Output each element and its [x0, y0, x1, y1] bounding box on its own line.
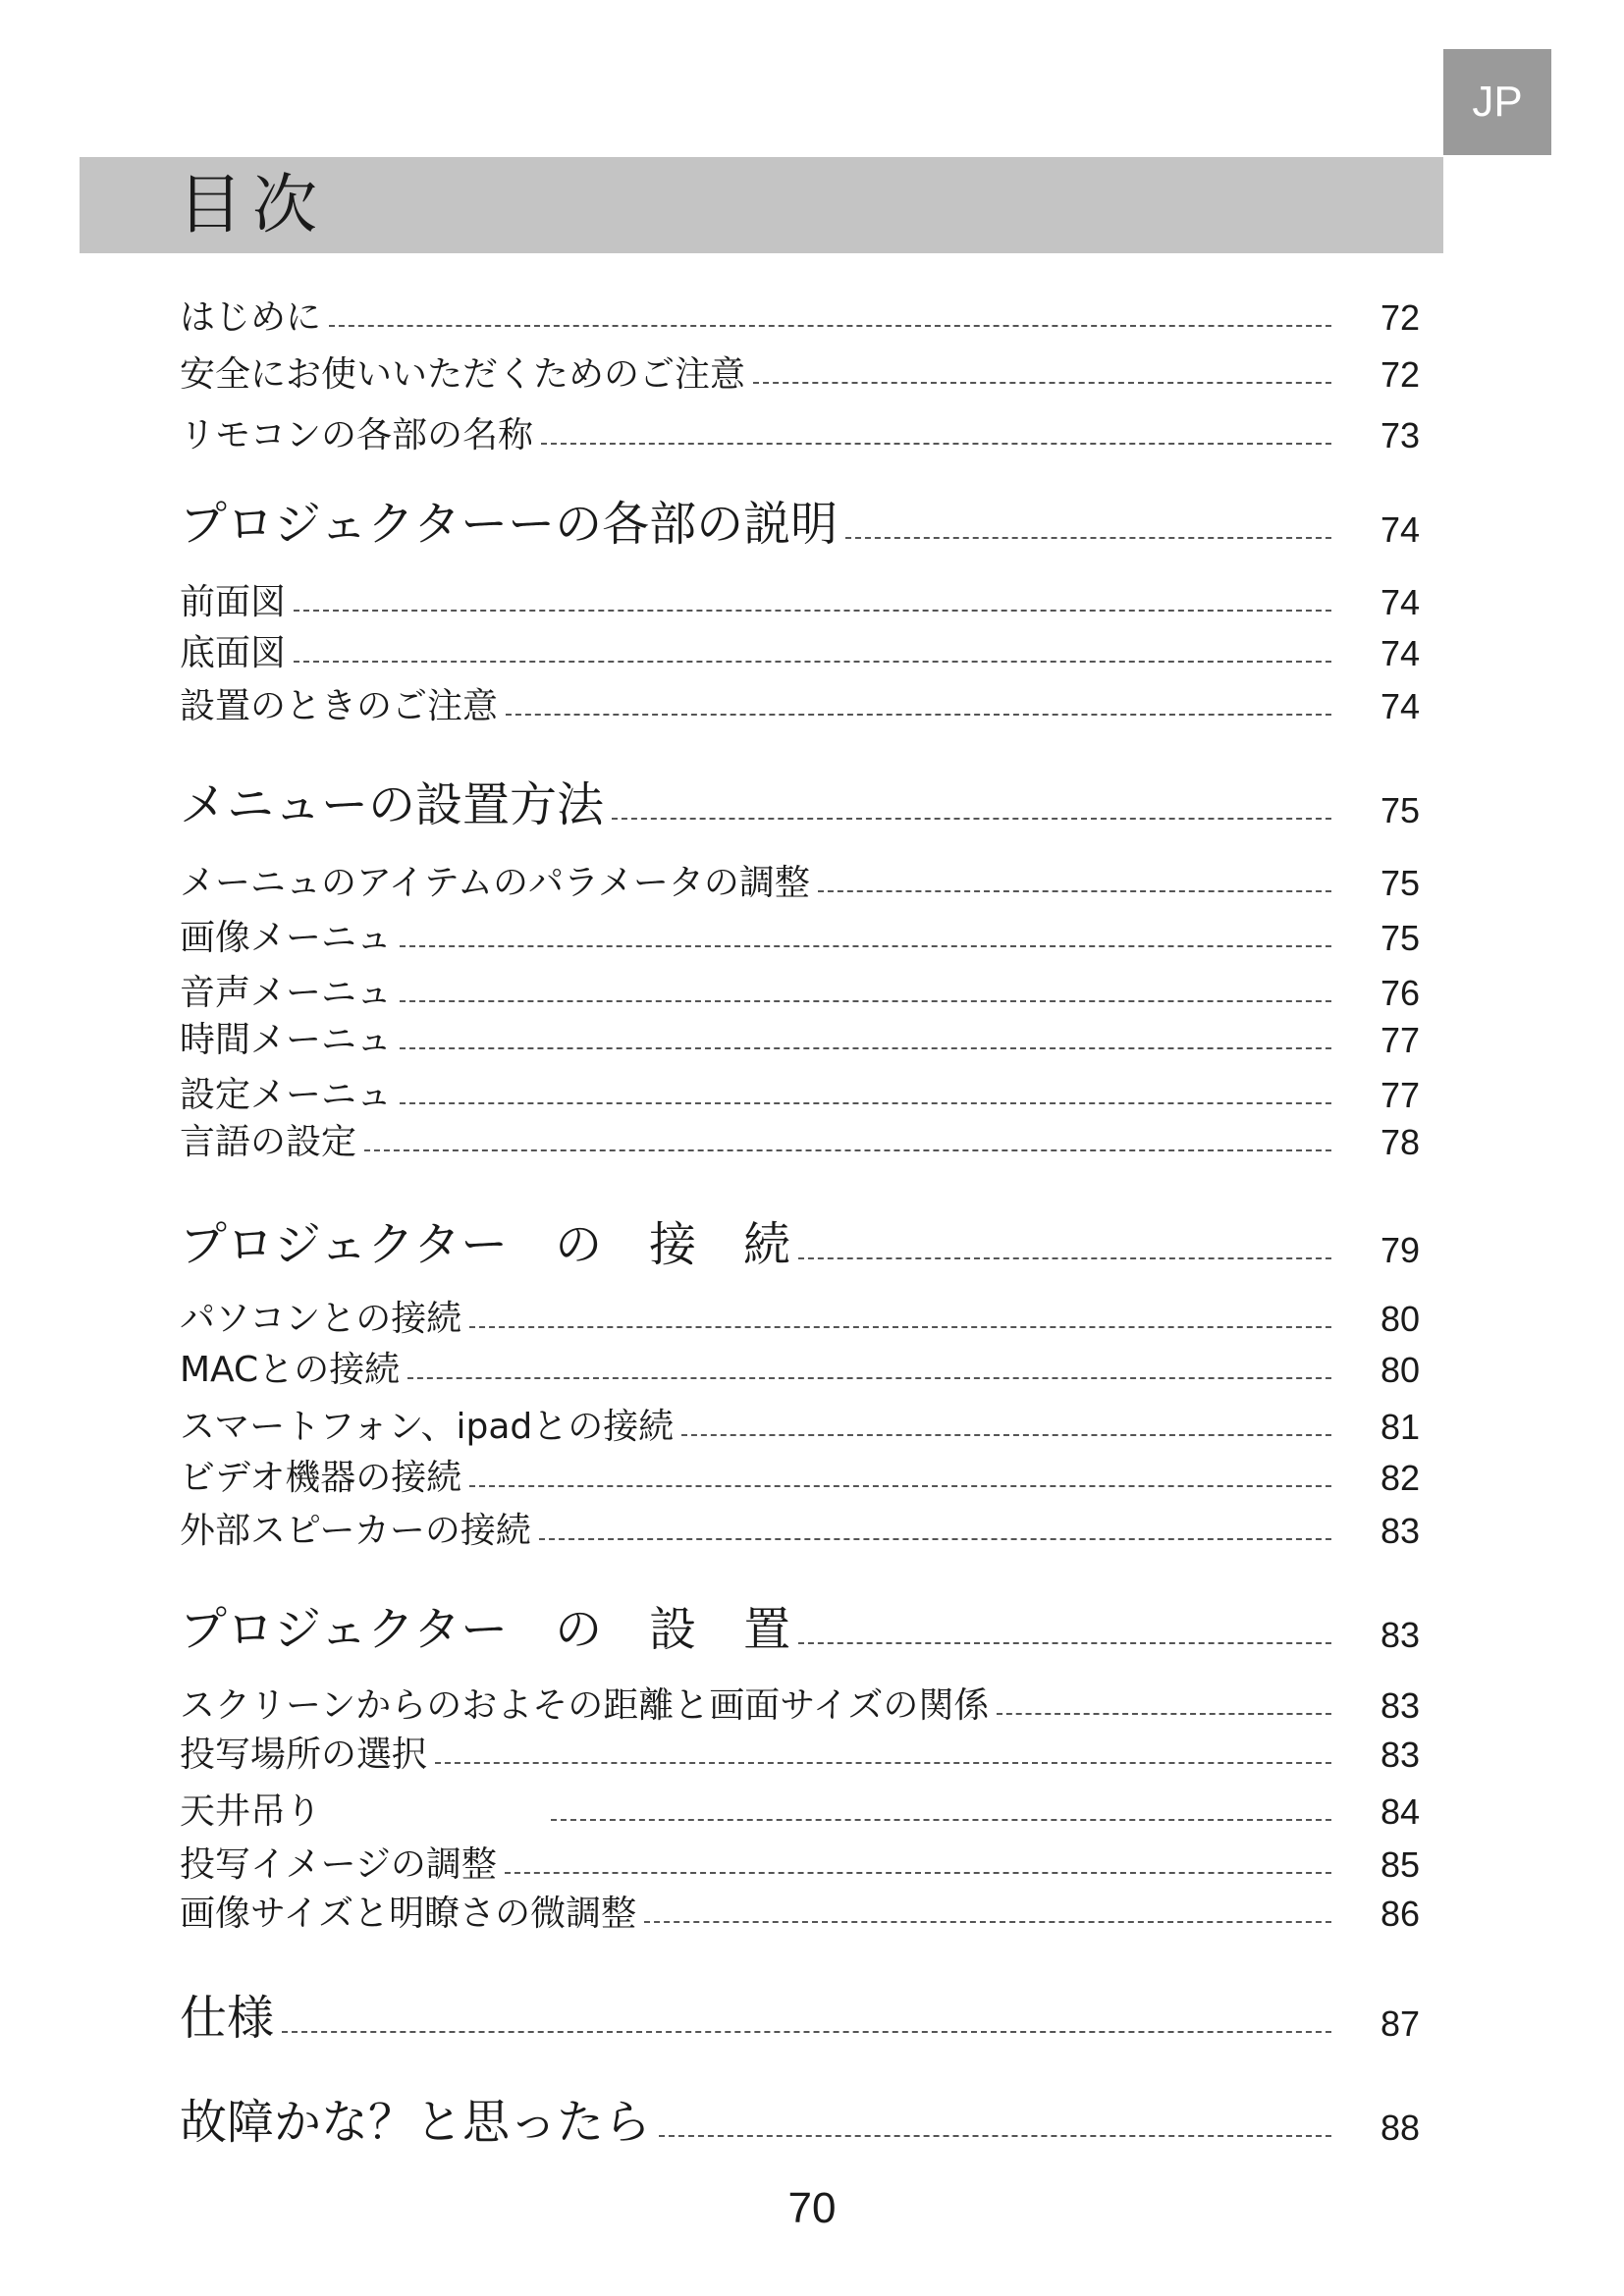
dot-leader	[506, 714, 1331, 716]
toc-entry-page: 83	[1380, 1735, 1420, 1775]
toc-section[interactable]	[180, 2095, 1420, 2150]
toc-entry-page: 83	[1380, 1511, 1420, 1551]
toc-entry-page: 72	[1380, 297, 1420, 338]
toc-entry-label: 設定メーニュ	[180, 1075, 393, 1115]
dot-leader	[798, 1257, 1331, 1259]
toc-entry[interactable]	[180, 1011, 1420, 1058]
toc-section-label: プロジェクター の 設 置	[180, 1602, 791, 1657]
dot-leader	[400, 945, 1331, 947]
toc-entry-page: 85	[1380, 1844, 1420, 1885]
toc-section-label: プロジェクターーの各部の説明	[180, 497, 839, 552]
toc-entry[interactable]	[180, 1113, 1420, 1160]
toc-entry-page: 76	[1380, 973, 1420, 1013]
toc-entry-page: 74	[1380, 686, 1420, 726]
title-bar	[80, 157, 1443, 253]
toc-entry-label: スマートフォン、ipadとの接続	[180, 1407, 675, 1447]
toc-section-label: 仕様	[180, 1991, 275, 2046]
toc-entry[interactable]	[180, 346, 1420, 393]
dot-leader	[681, 1434, 1331, 1436]
toc-entry-label: MACとの接続	[180, 1350, 401, 1390]
dot-leader	[469, 1485, 1331, 1487]
toc-section[interactable]	[180, 777, 1420, 832]
toc-entry-label: ビデオ機器の接続	[180, 1458, 462, 1498]
toc-entry-page: 82	[1380, 1458, 1420, 1498]
toc-entry[interactable]	[180, 1449, 1420, 1496]
language-tab: JP	[1443, 49, 1551, 155]
dot-leader	[435, 1762, 1331, 1764]
toc-section-page: 79	[1380, 1230, 1420, 1270]
dot-leader	[294, 610, 1331, 612]
dot-leader	[818, 890, 1331, 892]
dot-leader	[539, 1538, 1331, 1540]
toc-entry[interactable]	[180, 1502, 1420, 1549]
dot-leader	[400, 1102, 1331, 1104]
dot-leader	[400, 1000, 1331, 1002]
dot-leader	[845, 537, 1331, 539]
toc-entry-label: 前面図	[180, 582, 287, 622]
dot-leader	[659, 2135, 1331, 2137]
toc-entry-label: はじめに	[180, 297, 322, 338]
toc-section[interactable]	[180, 497, 1420, 552]
toc-section[interactable]	[180, 1602, 1420, 1657]
toc-entry-label: 投写イメージの調整	[180, 1844, 497, 1885]
toc-entry[interactable]	[180, 1066, 1420, 1113]
toc-entry-label: 音声メーニュ	[180, 973, 393, 1013]
dot-leader	[612, 818, 1331, 820]
dot-leader	[753, 382, 1331, 384]
toc-entry-page: 75	[1380, 863, 1420, 903]
toc-entry-label: 天井吊り	[180, 1791, 322, 1832]
toc-entry-page: 74	[1380, 582, 1420, 622]
toc-entry[interactable]	[180, 289, 1420, 336]
toc-entry[interactable]	[180, 624, 1420, 671]
toc-entry[interactable]	[180, 1290, 1420, 1337]
toc-section-page: 74	[1380, 509, 1420, 550]
toc-entry[interactable]	[180, 1726, 1420, 1773]
toc-entry[interactable]	[180, 1677, 1420, 1724]
toc-entry-label: スクリーンからのおよその距離と画面サイズの関係	[180, 1685, 990, 1726]
dot-leader	[541, 443, 1331, 445]
dot-leader	[400, 1047, 1331, 1049]
toc-entry-label: 画像メーニュ	[180, 918, 393, 958]
toc-entry-label: 安全にお使いいただくためのご注意	[180, 354, 746, 395]
dot-leader	[997, 1713, 1331, 1715]
toc-section[interactable]	[180, 1991, 1420, 2046]
toc-entry[interactable]	[180, 1398, 1420, 1445]
dot-leader	[282, 2031, 1331, 2033]
toc-section-page: 87	[1380, 2003, 1420, 2044]
dot-leader	[329, 325, 1331, 327]
dot-leader	[364, 1149, 1331, 1151]
page-title: 目次	[178, 167, 327, 242]
dot-leader	[407, 1377, 1331, 1379]
dot-leader	[644, 1921, 1331, 1923]
toc-entry[interactable]	[180, 964, 1420, 1011]
toc-section-page: 83	[1380, 1615, 1420, 1655]
toc-entry[interactable]	[180, 909, 1420, 956]
toc-entry[interactable]	[180, 406, 1420, 454]
toc-entry-label: 外部スピーカーの接続	[180, 1511, 531, 1551]
toc-entry[interactable]	[180, 1885, 1420, 1932]
toc-section-label: プロジェクター の 接 続	[180, 1217, 791, 1272]
toc-entry-label: 設置のときのご注意	[180, 686, 499, 726]
toc-entry-label: 画像サイズと明瞭さの微調整	[180, 1894, 637, 1934]
toc-entry-page: 81	[1380, 1407, 1420, 1447]
toc-entry[interactable]	[180, 1836, 1420, 1883]
toc-entry-label: リモコンの各部の名称	[180, 415, 534, 455]
toc-entry[interactable]	[180, 854, 1420, 901]
dot-leader	[551, 1819, 1331, 1821]
toc-entry-page: 74	[1380, 633, 1420, 673]
toc-entry-page: 77	[1380, 1020, 1420, 1060]
toc-entry[interactable]	[180, 573, 1420, 620]
toc-entry[interactable]	[180, 677, 1420, 724]
toc-section-page: 75	[1380, 790, 1420, 830]
toc-entry-label: パソコンとの接続	[180, 1299, 462, 1339]
toc-section-label: メニューの設置方法	[180, 777, 605, 832]
toc-entry-page: 78	[1380, 1122, 1420, 1162]
toc-entry-page: 84	[1380, 1791, 1420, 1832]
toc-entry-page: 83	[1380, 1685, 1420, 1726]
dot-leader	[469, 1326, 1331, 1328]
toc-entry-page: 73	[1380, 415, 1420, 455]
dot-leader	[798, 1642, 1331, 1644]
toc-entry[interactable]	[180, 1783, 1420, 1830]
toc-entry-label: 底面図	[180, 633, 287, 673]
toc-entry-label: 時間メーニュ	[180, 1020, 393, 1060]
dot-leader	[294, 661, 1331, 663]
toc-entry-page: 80	[1380, 1299, 1420, 1339]
toc-entry[interactable]	[180, 1341, 1420, 1388]
toc-entry-page: 75	[1380, 918, 1420, 958]
toc-entry-page: 86	[1380, 1894, 1420, 1934]
toc-section[interactable]	[180, 1217, 1420, 1272]
toc-entry-page: 80	[1380, 1350, 1420, 1390]
dot-leader	[505, 1872, 1331, 1874]
toc-entry-label: 言語の設定	[180, 1122, 357, 1162]
toc-entry-label: 投写場所の選択	[180, 1735, 428, 1775]
toc-section-page: 88	[1380, 2108, 1420, 2148]
toc-entry-page: 72	[1380, 354, 1420, 395]
toc-entry-label: メーニュのアイテムのパラメータの調整	[180, 863, 810, 903]
toc-entry-page: 77	[1380, 1075, 1420, 1115]
page-number: 70	[787, 2184, 837, 2232]
toc-section-label: 故障かな？と思ったら	[180, 2095, 652, 2150]
